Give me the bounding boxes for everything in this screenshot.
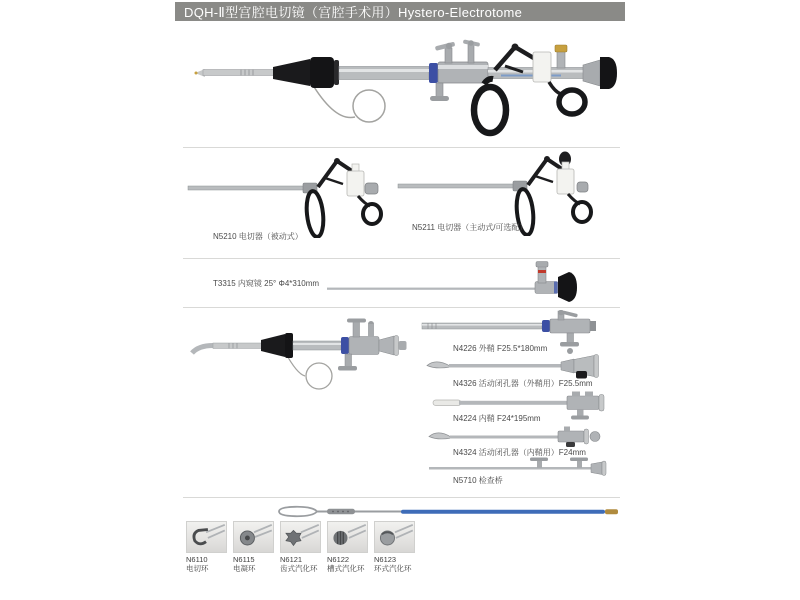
- n4226-label: N4226 外鞘 F25.5*180mm: [453, 344, 548, 353]
- electrode-thumb-n6110: [186, 521, 227, 553]
- sheath-assembly-image: [185, 312, 420, 402]
- electrode-thumb-n6122: [327, 521, 368, 553]
- page-title-bar: [175, 2, 625, 21]
- t3315-product-image: [325, 261, 580, 303]
- electrode-thumb-n6121: [280, 521, 321, 553]
- electrode-thumb-n6115: [233, 521, 274, 553]
- electrode-name: 电凝环: [233, 564, 256, 573]
- electrode-name: 电切环: [186, 564, 209, 573]
- electrode-code: N6122: [327, 555, 350, 564]
- section-divider: [183, 307, 620, 308]
- electrode-label: [327, 555, 365, 573]
- electrode-label: [233, 555, 256, 573]
- n4224-label: N4224 内鞘 F24*195mm: [453, 414, 541, 423]
- page-title: DQH-Ⅱ型宫腔电切镜（宫腔手术用）Hystero-Electrotome: [184, 5, 523, 20]
- section-divider: [183, 497, 620, 498]
- electrode-label: [280, 555, 318, 573]
- electrode-name: 槽式汽化环: [327, 564, 365, 573]
- n4326-label: N4326 活动闭孔器（外鞘用）F25.5mm: [453, 379, 593, 388]
- electrode-code: N6121: [280, 555, 303, 564]
- electrode-code: N6110: [186, 555, 208, 564]
- t3315-label: T3315 内窥镜 25° Φ4*310mm: [213, 279, 320, 288]
- electrode-label: [374, 555, 412, 573]
- electrode-name: 齿式汽化环: [280, 564, 318, 573]
- n4324-label: N4324 活动闭孔器（内鞘用）F24mm: [453, 448, 586, 457]
- electrode-thumb-n6123: [374, 521, 415, 553]
- n5210-label: N5210 电切器（被动式）: [213, 232, 303, 241]
- n5211-label: N5211 电切器（主动式/可选配）: [412, 223, 528, 232]
- n5710-product-image: [425, 456, 620, 476]
- electrode-assembly-image: [275, 502, 620, 520]
- electrode-label: [186, 555, 209, 573]
- section-divider: [183, 147, 620, 148]
- electrode-name: 环式汽化环: [374, 564, 412, 573]
- n5710-label: N5710 检查桥: [453, 476, 503, 485]
- n5210-product-image: [185, 152, 385, 238]
- electrode-code: N6115: [233, 555, 255, 564]
- section-divider: [183, 258, 620, 259]
- main-assembly-image: [183, 38, 623, 143]
- n4326-product-image: [422, 354, 622, 380]
- electrode-code: N6123: [374, 555, 397, 564]
